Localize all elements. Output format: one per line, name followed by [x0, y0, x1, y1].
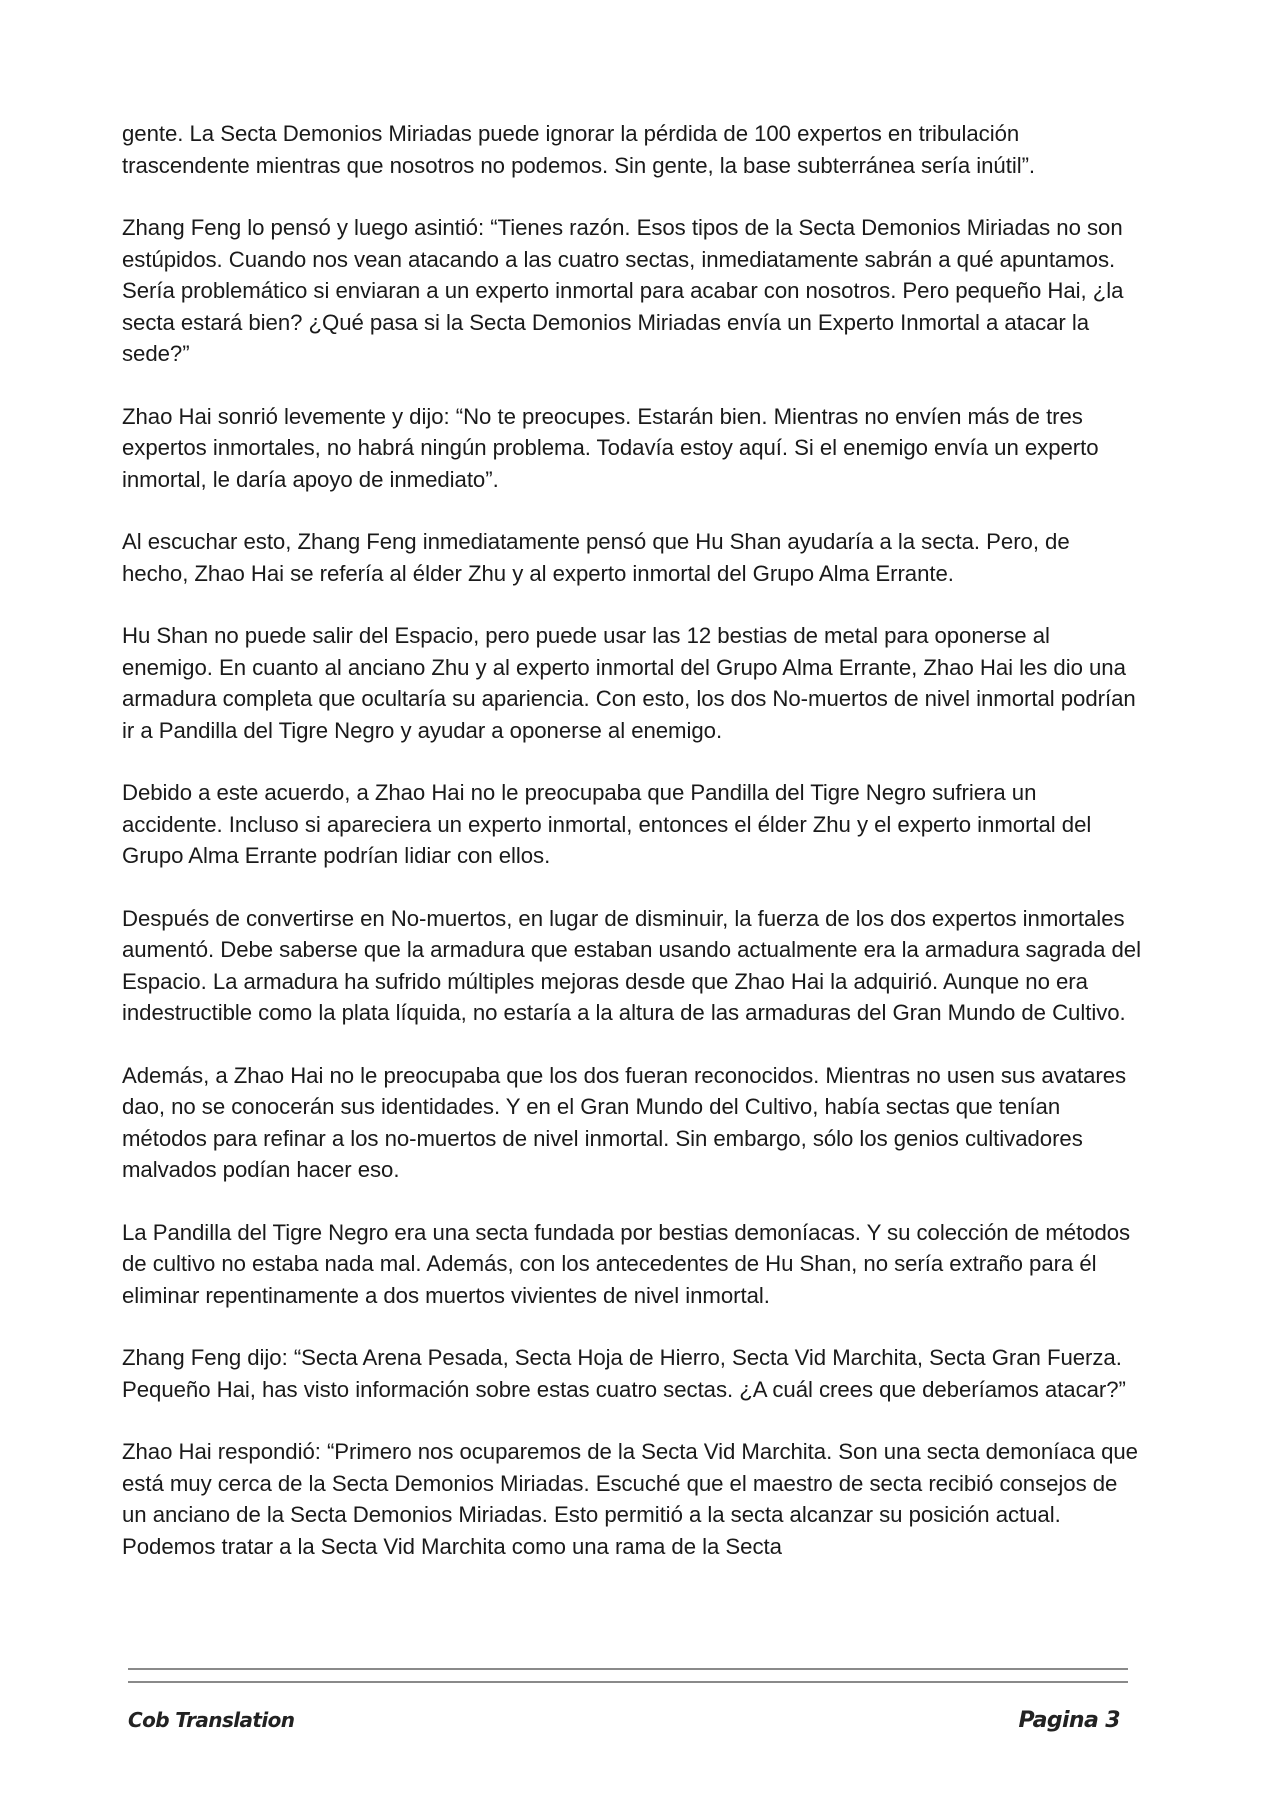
paragraph: Zhang Feng lo pensó y luego asintió: “Tienes razón. Esos tipos de la Secta Demonios Miriadas no son estúpidos. Cuando nos vean atacando a las cuatro sectas, inmediatamente sabrán a qué apuntamos. Sería problemático si enviaran a un experto inmortal para acabar con nosotros. Pero pequeño Hai, ¿la secta estará bien? ¿Qué pasa si la Secta Demonios Miriadas envía un Experto Inmortal a atacar la sede?” [122, 215, 1124, 366]
paragraph: La Pandilla del Tigre Negro era una secta fundada por bestias demoníacas. Y su colección de métodos de cultivo no estaba nada mal. Además, con los antecedentes de Hu Shan, no sería extraño para él eliminar repentinamente a dos muertos vivientes de nivel inmortal. [122, 1219, 1131, 1308]
paragraph: gente. La Secta Demonios Miriadas puede ignorar la pérdida de 100 expertos en tribulación trascendente mientras que nosotros no podemos. Sin gente, la base subterránea sería inútil”. [122, 121, 1036, 178]
footer-rule-top [128, 1668, 1128, 1670]
paragraph: Zhao Hai sonrió levemente y dijo: “No te preocupes. Estarán bien. Mientras no envíen más de tres expertos inmortales, no habrá ningún problema. Todavía estoy aquí. Si el enemigo envía un experto inmortal, le daría apoyo de inmediato”. [122, 403, 1099, 492]
footer-divider [128, 1668, 1128, 1694]
paragraph: Hu Shan no puede salir del Espacio, pero puede usar las 12 bestias de metal para oponerse al enemigo. En cuanto al anciano Zhu y al experto inmortal del Grupo Alma Errante, Zhao Hai les dio una armadura completa que ocultaría su apariencia. Con esto, los dos No-muertos de nivel inmortal podrían ir a Pandilla del Tigre Negro y ayudar a oponerse al enemigo. [122, 623, 1136, 743]
paragraph: Zhao Hai respondió: “Primero nos ocuparemos de la Secta Vid Marchita. Son una secta demoníaca que está muy cerca de la Secta Demonios Miriadas. Escuché que el maestro de secta recibió consejos de un anciano de la Secta Demonios Miriadas. Esto permitió a la secta alcanzar su posición actual. Podemos tratar a la Secta Vid Marchita como una rama de la Secta [122, 1439, 1138, 1559]
paragraph: Al escuchar esto, Zhang Feng inmediatamente pensó que Hu Shan ayudaría a la secta. Pero, de hecho, Zhao Hai se refería al élder Zhu y al experto inmortal del Grupo Alma Errante. [122, 529, 1070, 586]
paragraph: Además, a Zhao Hai no le preocupaba que los dos fueran reconocidos. Mientras no usen sus avatares dao, no se conocerán sus identidades. Y en el Gran Mundo del Cultivo, había sectas que tenían métodos para refinar a los no-muertos de nivel inmortal. Sin embargo, sólo los genios cultivadores malvados podían hacer eso. [122, 1062, 1127, 1182]
paragraph: Después de convertirse en No-muertos, en lugar de disminuir, la fuerza de los dos expertos inmortales aumentó. Debe saberse que la armadura que estaban usando actualmente era la armadura sagrada del Espacio. La armadura ha sufrido múltiples mejoras desde que Zhao Hai la adquirió. Aunque no era indestructible como la plata líquida, no estaría a la altura de las armaduras del Gran Mundo de Cultivo. [122, 905, 1141, 1025]
page-footer [128, 1708, 1120, 1733]
footer-translator-name: Cob Translation [128, 1708, 295, 1732]
paragraph: Debido a este acuerdo, a Zhao Hai no le preocupaba que Pandilla del Tigre Negro sufriera un accidente. Incluso si apareciera un experto inmortal, entonces el élder Zhu y el experto inmortal del Grupo Alma Errante podrían lidiar con ellos. [122, 780, 1092, 868]
page-body [122, 118, 1142, 1593]
paragraph: Zhang Feng dijo: “Secta Arena Pesada, Secta Hoja de Hierro, Secta Vid Marchita, Secta Gran Fuerza. Pequeño Hai, has visto información sobre estas cuatro sectas. ¿A cuál crees que deberíamos atacar?” [122, 1345, 1126, 1402]
footer-rule-bottom [128, 1681, 1128, 1683]
footer-page-number: Pagina 3 [1018, 1708, 1120, 1733]
